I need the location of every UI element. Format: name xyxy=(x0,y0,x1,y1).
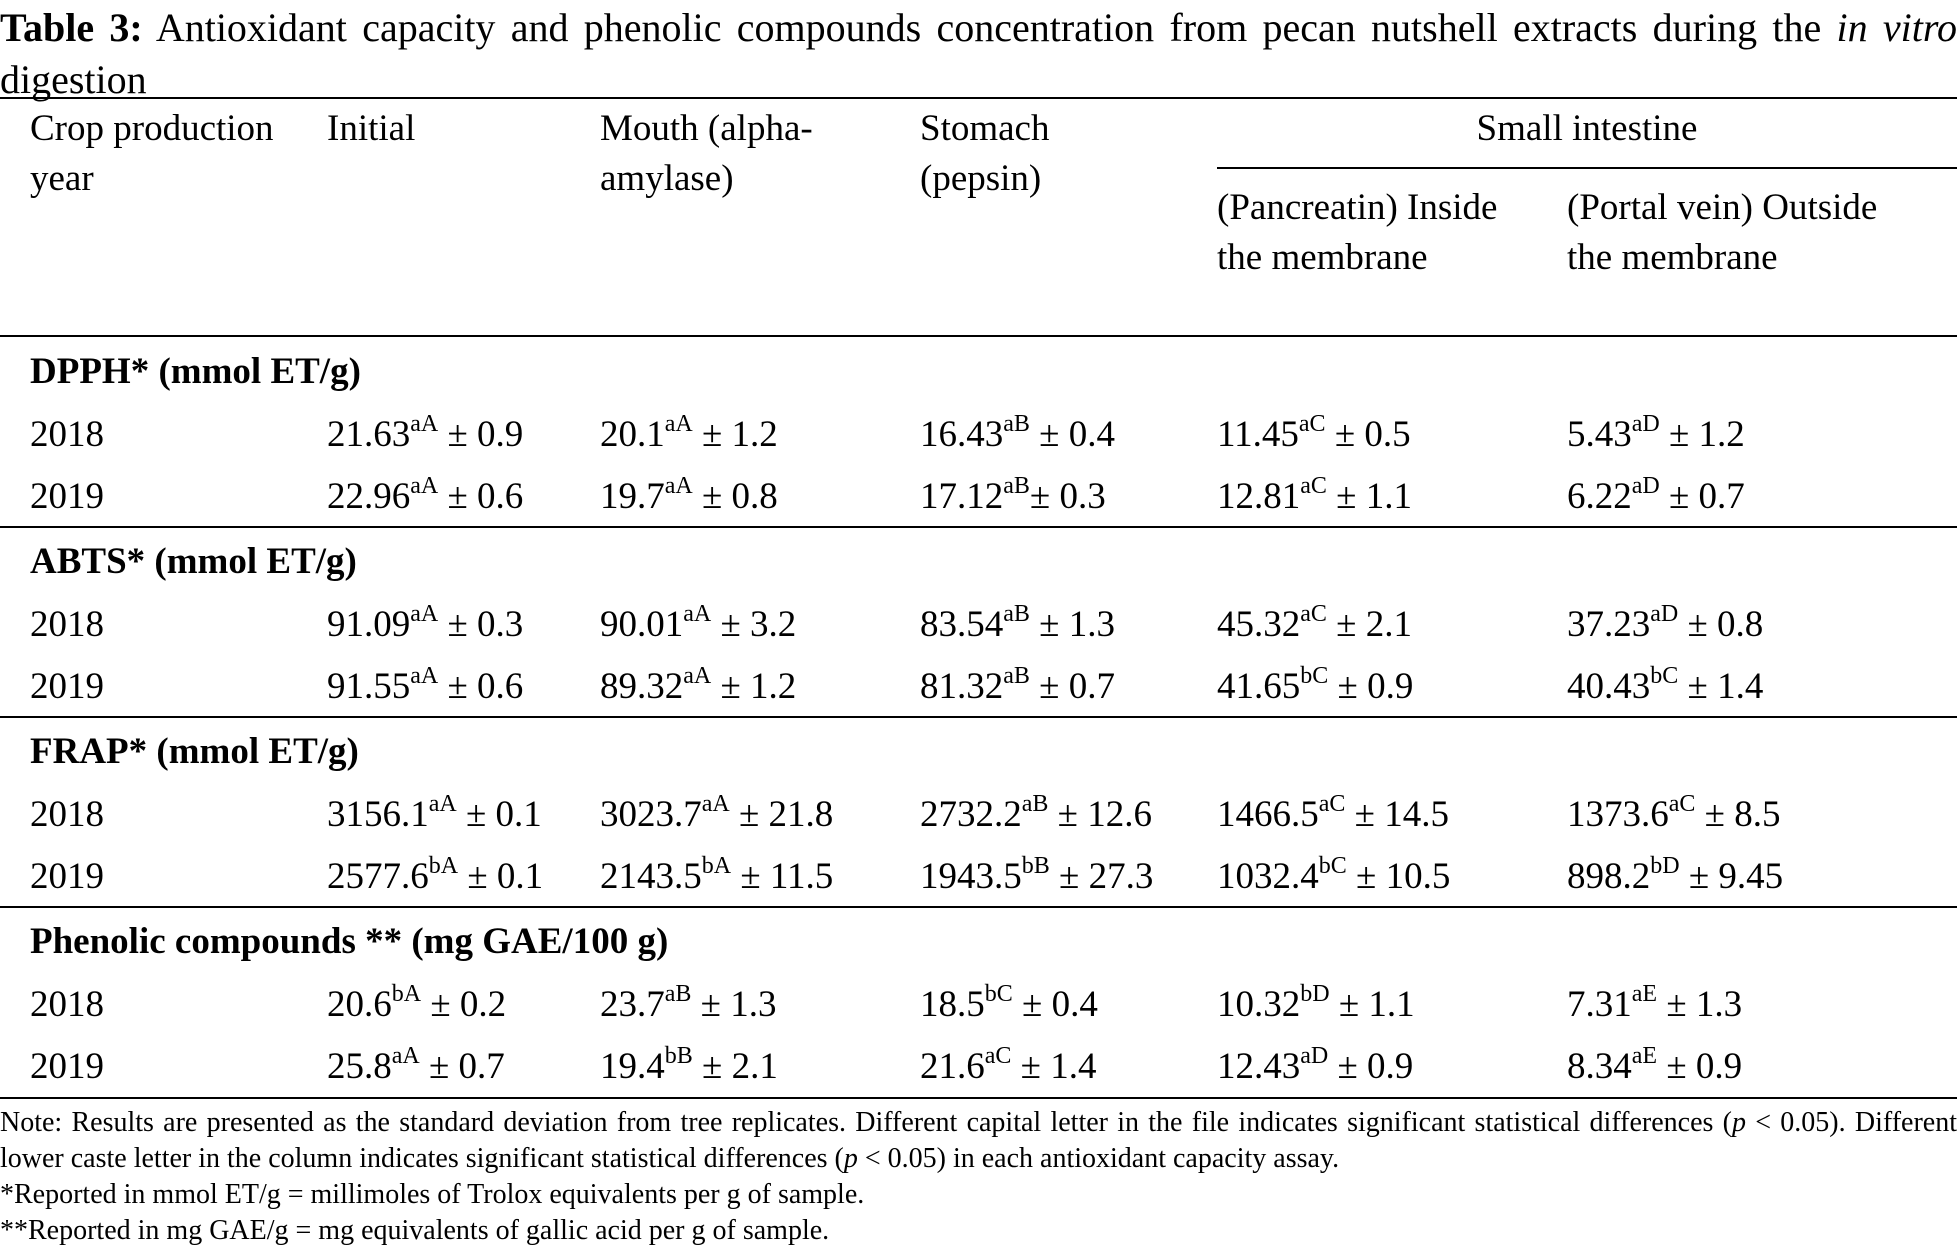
table-cell: $23.7^{aB} \pm 1.3$ xyxy=(600,981,777,1025)
table-cell: $40.43^{bC} \pm 1.4$ xyxy=(1567,663,1764,707)
table-cell: $1032.4^{bC} \pm 10.5$ xyxy=(1217,853,1451,897)
caption-text: Antioxidant capacity and phenolic compounds concentration from pecan nutshell extracts during the xyxy=(155,5,1822,50)
table-cell: $12.81^{aC} \pm 1.1$ xyxy=(1217,473,1412,517)
table-cell: $5.43^{aD} \pm 1.2$ xyxy=(1567,411,1745,455)
row-year: 2019 xyxy=(30,666,104,707)
bottom-rule xyxy=(0,1097,1957,1099)
table-cell: $81.32^{aB} \pm 0.7$ xyxy=(920,663,1115,707)
footnote-dpph: *Reported in mmol ET/g = millimoles of Trolox equivalents per g of sample. xyxy=(0,1179,865,1210)
table-cell: $20.1^{aA} \pm 1.2$ xyxy=(600,411,778,455)
table-cell: $18.5^{bC} \pm 0.4$ xyxy=(920,981,1098,1025)
table-cell: $3023.7^{aA} \pm 21.8$ xyxy=(600,791,834,835)
table-cell: $21.6^{aC} \pm 1.4$ xyxy=(920,1043,1097,1087)
table-cell: $91.55^{aA} \pm 0.6$ xyxy=(327,663,524,707)
table-cell: $25.8^{aA} \pm 0.7$ xyxy=(327,1043,505,1087)
section-title: DPPH* (mmol ET/g) xyxy=(30,351,361,392)
table-cell: $22.96^{aA} \pm 0.6$ xyxy=(327,473,524,517)
table-cell: $1373.6^{aC} \pm 8.5$ xyxy=(1567,791,1781,835)
table-cell: $83.54^{aB} \pm 1.3$ xyxy=(920,601,1115,645)
caption-italic: in vitro xyxy=(1836,5,1957,50)
table-cell: $12.43^{aD} \pm 0.9$ xyxy=(1217,1043,1414,1087)
table-cell: $8.34^{aE} \pm 0.9$ xyxy=(1567,1043,1743,1087)
table-cell: $91.09^{aA} \pm 0.3$ xyxy=(327,601,524,645)
header-mouth: Mouth (alpha- amylase) xyxy=(600,108,813,199)
header-portal-vein: (Portal vein) Outside the membrane xyxy=(1567,187,1878,278)
table-cell: $3156.1^{aA} \pm 0.1$ xyxy=(327,791,542,835)
top-rule xyxy=(0,97,1957,99)
table-cell: $21.63^{aA} \pm 0.9$ xyxy=(327,411,524,455)
table-cell: $1466.5^{aC} \pm 14.5$ xyxy=(1217,791,1449,835)
table-cell: $19.7^{aA} \pm 0.8$ xyxy=(600,473,778,517)
table-cell: $1943.5^{bB} \pm 27.3$ xyxy=(920,853,1154,897)
table-cell: $7.31^{aE} \pm 1.3$ xyxy=(1567,981,1743,1025)
header-pancreatin: (Pancreatin) Inside the membrane xyxy=(1217,187,1498,278)
table-caption xyxy=(0,2,1957,106)
note-text: Note: Results are presented as the standard deviation from tree replicates. Different capital letter in the file indicates significant statistical differences (p < 0.05). Different lower caste letter in the column indicates significant statistical differences (p < 0.05) in each antioxidant capacity assay. xyxy=(0,1107,1957,1174)
section-title: FRAP* (mmol ET/g) xyxy=(30,731,359,772)
table-cell: $898.2^{bD} \pm 9.45$ xyxy=(1567,853,1784,897)
row-year: 2018 xyxy=(30,414,104,455)
table-cell: $90.01^{aA} \pm 3.2$ xyxy=(600,601,797,645)
footnote-phenolic: **Reported in mg GAE/g = mg equivalents of gallic acid per g of sample. xyxy=(0,1215,830,1246)
row-year: 2018 xyxy=(30,984,104,1025)
table-cell: $2577.6^{bA} \pm 0.1$ xyxy=(327,853,544,897)
table-cell: $17.12^{aB}\pm 0.3$ xyxy=(920,473,1106,517)
header-rule xyxy=(0,335,1957,337)
table-cell: $10.32^{bD} \pm 1.1$ xyxy=(1217,981,1415,1025)
header-stomach: Stomach (pepsin) xyxy=(920,108,1050,199)
section-title: ABTS* (mmol ET/g) xyxy=(30,541,357,582)
row-year: 2019 xyxy=(30,1046,104,1087)
table-cell: $45.32^{aC} \pm 2.1$ xyxy=(1217,601,1412,645)
caption-text-end: digestion xyxy=(0,57,147,102)
table-cell: $16.43^{aB} \pm 0.4$ xyxy=(920,411,1115,455)
section-rule xyxy=(0,906,1957,908)
row-year: 2019 xyxy=(30,476,104,517)
header-initial: Initial xyxy=(327,108,416,149)
table-cell: $11.45^{aC} \pm 0.5$ xyxy=(1217,411,1411,455)
table-cell: $2143.5^{bA} \pm 11.5$ xyxy=(600,853,834,897)
table-label: Table 3: xyxy=(0,5,143,50)
row-year: 2019 xyxy=(30,856,104,897)
section-rule xyxy=(0,716,1957,718)
table-cell: $6.22^{aD} \pm 0.7$ xyxy=(1567,473,1745,517)
section-rule xyxy=(0,526,1957,528)
table-cell: $37.23^{aD} \pm 0.8$ xyxy=(1567,601,1764,645)
table-cell: $19.4^{bB} \pm 2.1$ xyxy=(600,1043,778,1087)
table-cell: $20.6^{bA} \pm 0.2$ xyxy=(327,981,507,1025)
section-title: Phenolic compounds ** (mg GAE/100 g) xyxy=(30,921,669,962)
table-cell: $89.32^{aA} \pm 1.2$ xyxy=(600,663,797,707)
header-small-intestine: Small intestine xyxy=(1476,108,1698,149)
table-cell: $2732.2^{aB} \pm 12.6$ xyxy=(920,791,1152,835)
row-year: 2018 xyxy=(30,794,104,835)
row-year: 2018 xyxy=(30,604,104,645)
header-crop-year: Crop production year xyxy=(30,108,274,199)
table-cell: $41.65^{bC} \pm 0.9$ xyxy=(1217,663,1414,707)
group-rule xyxy=(1217,167,1957,169)
